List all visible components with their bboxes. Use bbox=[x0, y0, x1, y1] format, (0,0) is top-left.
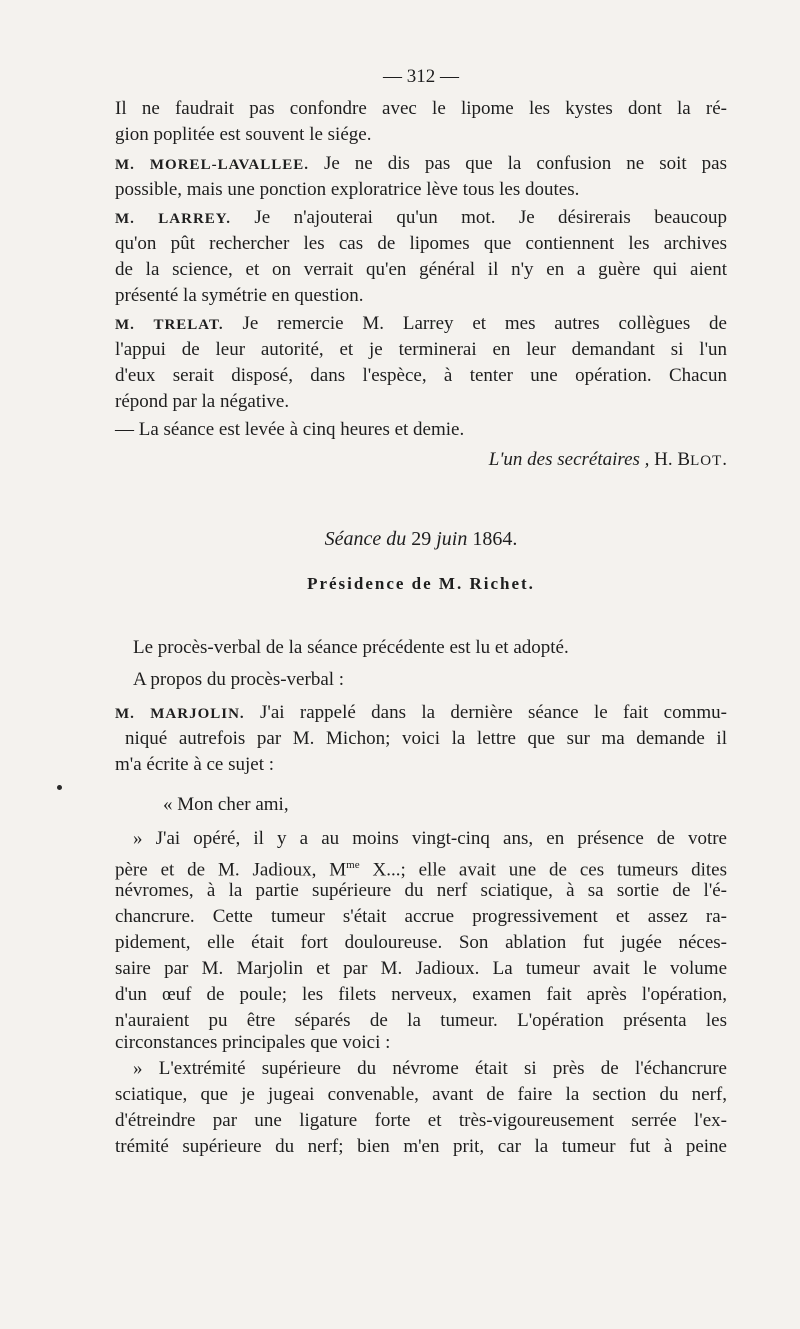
text-line: d'eux serait disposé, dans l'espèce, à tenter une opération. Chacun bbox=[115, 365, 727, 386]
text-line: Le procès-verbal de la séance précédente est lu et adopté. bbox=[133, 637, 569, 658]
letter-line: pidement, elle était fort douloureuse. Son ablation fut jugée néces- bbox=[115, 932, 727, 953]
speech-text: Je ne dis pas que la confusion ne soit pas bbox=[323, 153, 727, 174]
speaker-name: M. LARREY. bbox=[115, 211, 231, 227]
text-line: — La séance est levée à cinq heures et demie. bbox=[115, 419, 465, 440]
text-line: qu'on pût rechercher les cas de lipomes que contiennent les archives bbox=[115, 233, 727, 254]
letter-line: sciatique, que je jugeai convenable, avant de faire la section du nerf, bbox=[115, 1084, 727, 1105]
letter-line: n'auraient pu être séparés de la tumeur. L'opération présenta les bbox=[115, 1010, 727, 1031]
presidency-heading: Présidence de M. Richet. bbox=[307, 574, 535, 593]
session-title bbox=[115, 526, 727, 552]
letter-text: père et de M. Jadioux, M bbox=[115, 859, 347, 881]
text-line: niqué autrefois par M. Michon; voici la lettre que sur ma demande il bbox=[125, 728, 727, 749]
letter-line: chancrure. Cette tumeur s'était accrue progressivement et assez ra- bbox=[115, 906, 727, 927]
speech-text: Je remercie M. Larrey et mes autres collègues de bbox=[242, 313, 727, 334]
session-title-prefix: Séance du bbox=[324, 528, 407, 550]
speaker-name: M. MOREL-LAVALLEE. bbox=[115, 157, 309, 173]
page-number: — 312 — bbox=[383, 66, 459, 87]
text-line: A propos du procès-verbal : bbox=[133, 669, 345, 690]
signature-period: . bbox=[722, 449, 727, 470]
ink-dot bbox=[57, 785, 62, 790]
letter-text: X...; elle avait une de ces tumeurs dites bbox=[359, 859, 727, 881]
text-line: gion poplitée est souvent le siége. bbox=[115, 124, 372, 145]
superscript: me bbox=[346, 859, 360, 871]
speaker-name: M. MARJOLIN. bbox=[115, 706, 245, 722]
text-line: possible, mais une ponction exploratrice lève tous les doutes. bbox=[115, 179, 580, 200]
speech-line bbox=[115, 205, 727, 232]
letter-salutation: « Mon cher ami, bbox=[163, 794, 289, 815]
session-month: juin bbox=[436, 528, 468, 550]
letter-line: » J'ai opéré, il y a au moins vingt-cinq ans, en présence de votre bbox=[133, 828, 727, 849]
letter-line: d'un œuf de poule; les filets nerveux, examen fait après l'opération, bbox=[115, 984, 727, 1005]
signature-initial: H. B bbox=[654, 449, 691, 470]
session-day: 29 bbox=[411, 528, 432, 550]
letter-line: névromes, à la partie supérieure du nerf sciatique, à sa sortie de l'é- bbox=[115, 880, 727, 901]
text-line: l'appui de leur autorité, et je terminerai en leur demandant si l'un bbox=[115, 339, 727, 360]
text-line: de la science, et on verrait qu'en général il n'y en a guère qui aient bbox=[115, 259, 727, 280]
letter-line: circonstances principales que voici : bbox=[115, 1032, 391, 1053]
text-line: répond par la négative. bbox=[115, 391, 290, 412]
signature-role: L'un des secrétaires , bbox=[488, 449, 650, 470]
speech-text: J'ai rappelé dans la dernière séance le fait commu- bbox=[260, 702, 727, 723]
session-year: 1864. bbox=[472, 528, 518, 550]
letter-line: trémité supérieure du nerf; bien m'en prit, car la tumeur fut à peine bbox=[115, 1136, 727, 1157]
signature-line bbox=[115, 447, 727, 474]
text-line: m'a écrite à ce sujet : bbox=[115, 754, 275, 775]
signature-surname: LOT bbox=[690, 453, 723, 469]
speech-line bbox=[115, 700, 727, 727]
speech-line bbox=[115, 311, 727, 338]
speaker-name: M. TRELAT. bbox=[115, 317, 224, 333]
speech-text: Je n'ajouterai qu'un mot. Je désirerais beaucoup bbox=[254, 207, 727, 228]
letter-line: » L'extrémité supérieure du névrome était si près de l'échancrure bbox=[133, 1058, 727, 1079]
text-line: Il ne faudrait pas confondre avec le lipome les kystes dont la ré- bbox=[115, 98, 727, 119]
letter-line: saire par M. Marjolin et par M. Jadioux. La tumeur avait le volume bbox=[115, 958, 727, 979]
text-line: présenté la symétrie en question. bbox=[115, 285, 364, 306]
speech-line bbox=[115, 151, 727, 178]
letter-line: d'étreindre par une ligature forte et très-vigoureusement serrée l'ex- bbox=[115, 1110, 727, 1131]
